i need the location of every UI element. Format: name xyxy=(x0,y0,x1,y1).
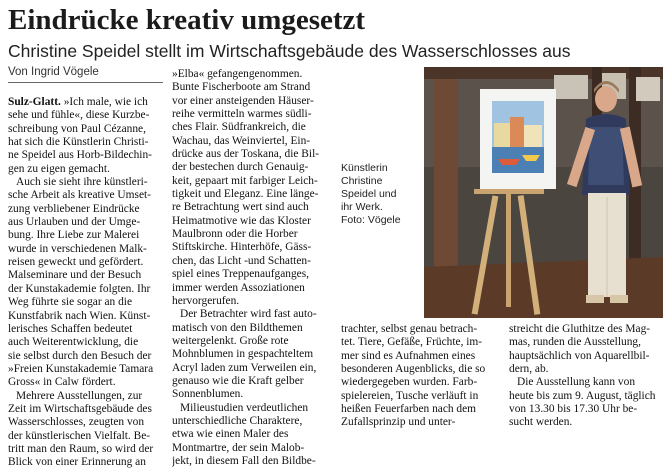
column-line: mas, runden die Ausstellung, xyxy=(509,336,641,349)
column-line: zung verbliebener Eindrücke xyxy=(8,202,140,215)
column-line: Montmartre, der sein Malob- xyxy=(172,441,305,454)
column-line: re Betrachtung wert sind auch xyxy=(172,201,309,214)
column-line: der Kunstakademie folgten. Ihr xyxy=(8,282,151,295)
column-line: vor einer ansteigenden Häuser- xyxy=(172,94,314,107)
column-line: jekt, in diesem Fall den Bildbe- xyxy=(172,454,316,467)
caption-line: Foto: Vögele xyxy=(341,214,401,226)
column-line: der künstlerischen Vielfalt. Be- xyxy=(8,429,151,442)
column-line: Mohnblumen in gespachteltem xyxy=(172,348,314,361)
column-line: von 13.30 bis 17.30 Uhr be- xyxy=(509,403,638,416)
column-line: reisen geweckt und gefördert. xyxy=(8,256,144,269)
column-line: hervorgerufen. xyxy=(172,294,240,307)
article-column-4 xyxy=(509,323,665,430)
headline: Eindrücke kreativ umgesetzt xyxy=(8,4,366,36)
column-line: Bunte Fischerboote am Strand xyxy=(172,81,311,94)
byline: Von Ingrid Vögele xyxy=(8,66,99,78)
column-line: sucht werden. xyxy=(509,416,573,429)
article-column-3 xyxy=(341,323,501,430)
column-line: auch Weiterentwicklung, die xyxy=(8,336,139,349)
column-line: Gross« in Calw fördert. xyxy=(8,376,116,389)
column-line: spiel eines Treppenaufganges, xyxy=(172,268,309,281)
column-line: bung. Ihre Liebe zur Malerei xyxy=(8,229,140,242)
caption-line: Speidel und xyxy=(341,188,397,200)
column-line: wurde in verschiedenen Malk- xyxy=(8,242,147,255)
column-line: Wasserschlosses, zeugten von xyxy=(8,416,145,429)
column-line: der bestechen durch Genauig- xyxy=(172,161,309,174)
subheadline: Christine Speidel stellt im Wirtschaftsgebäude des Wasserschlosses aus xyxy=(8,41,571,61)
column-line: genauso wie die Kraft gelber xyxy=(172,374,304,387)
column-line: hat sich die Künstlerin Christi- xyxy=(8,136,149,149)
caption-line: Christine xyxy=(341,175,383,187)
column-line: drücke aus der Toskana, die Bil- xyxy=(172,148,320,161)
column-line: »Elba« gefangengenommen. xyxy=(172,68,303,80)
column-line: heute bis zum 9. August, täglich xyxy=(509,389,656,402)
photo-illustration xyxy=(424,67,663,318)
column-line: Malseminare und der Besuch xyxy=(8,269,142,282)
column-line: trachter, selbst genau betrach- xyxy=(341,323,478,335)
column-line: tigkeit und Eleganz. Eine länge- xyxy=(172,188,319,201)
column-line: streicht die Gluthitze des Mag- xyxy=(509,323,651,335)
byline-rule xyxy=(8,82,163,83)
column-line: sche Arbeit als kreative Umset- xyxy=(8,189,151,202)
column-line: Blick von einer Erinnerung an xyxy=(8,456,146,469)
column-line: besonderen Augenblicks, die so xyxy=(341,363,486,376)
column-line: matisch von den Bildthemen xyxy=(172,321,303,334)
column-line: ne Speidel aus Horb-Bildechin- xyxy=(8,149,152,162)
column-line: immer werden Assoziationen xyxy=(172,281,305,294)
column-line: schreibung von Paul Cézanne, xyxy=(8,122,146,135)
column-line: keit, gepaart mit farbiger Leich- xyxy=(172,174,318,187)
column-line: »Ich male, wie ich xyxy=(60,96,148,108)
column-line: dern, ab. xyxy=(509,363,549,376)
photo-caption xyxy=(341,162,421,227)
column-line: Der Betrachter wird fast auto- xyxy=(180,308,317,321)
column-line: Auch sie sieht ihre künstleri- xyxy=(16,176,148,189)
column-line: Mehrere Ausstellungen, zur xyxy=(16,389,143,402)
column-line: hauptsächlich von Aquarellbil- xyxy=(509,349,650,362)
column-line: tet. Tiere, Gefäße, Früchte, im- xyxy=(341,336,483,349)
article-photo xyxy=(424,67,663,318)
column-line: Heimatmotive wie das Kloster xyxy=(172,214,311,227)
article-column-2 xyxy=(172,68,332,468)
column-line: ches Flair. Südfrankreich, die xyxy=(172,121,306,134)
caption-line: Künstlerin xyxy=(341,162,388,174)
column-line: heißen Feuerfarben nach dem xyxy=(341,403,477,416)
column-line: chen, das Licht -und Schatten- xyxy=(172,254,311,267)
column-line: weitergelenkt. Große rote xyxy=(172,334,289,347)
column-line: reihe vermitteln warmes südli- xyxy=(172,108,312,121)
column-line: Zufallsprinzip und unter- xyxy=(341,416,456,429)
column-line: »Freien Kunstakademie Tamara xyxy=(8,362,154,375)
column-line: wiedergegeben wurden. Farb- xyxy=(341,376,478,389)
column-line: sie selbst durch den Besuch der xyxy=(8,349,152,362)
column-line: sehe und fühle«, diese Kurzbe- xyxy=(8,109,150,122)
column-line: Acryl laden zum Verweilen ein, xyxy=(172,361,317,374)
column-line: Milieustudien verdeutlichen xyxy=(180,401,309,414)
column-line: Die Ausstellung kann von xyxy=(517,376,636,389)
column-line: mer sind es Aufnahmen eines xyxy=(341,349,476,362)
column-line: Stiftskirche. Hinterhöfe, Gäss- xyxy=(172,241,312,254)
dateline: Sulz-Glatt. xyxy=(8,96,61,108)
column-line: Maulbronn oder die Horber xyxy=(172,228,298,241)
column-line: aus Urlauben und der Umge- xyxy=(8,216,141,229)
caption-line: ihr Werk. xyxy=(341,201,383,213)
column-line: unterschiedliche Charaktere, xyxy=(172,414,303,427)
column-line: lerisches Schaffen bedeutet xyxy=(8,322,133,335)
column-line: etwa wie einen Maler des xyxy=(172,428,289,441)
column-line: tritt man den Raum, so wird der xyxy=(8,442,154,455)
article-column-1 xyxy=(8,96,160,470)
column-line: Wachau, das Weinviertel, Ein- xyxy=(172,134,311,147)
column-line: Kunstfabrik nach Wien. Künst- xyxy=(8,309,151,322)
column-line: Zeit im Wirtschaftsgebäude des xyxy=(8,402,152,415)
column-line: Weg führte sie sogar an die xyxy=(8,296,133,309)
column-line: gen zu eigen gemacht. xyxy=(8,162,110,175)
column-line: Sonnenblumen. xyxy=(172,388,244,401)
column-line: spielereien, Tusche verläuft in xyxy=(341,389,479,402)
